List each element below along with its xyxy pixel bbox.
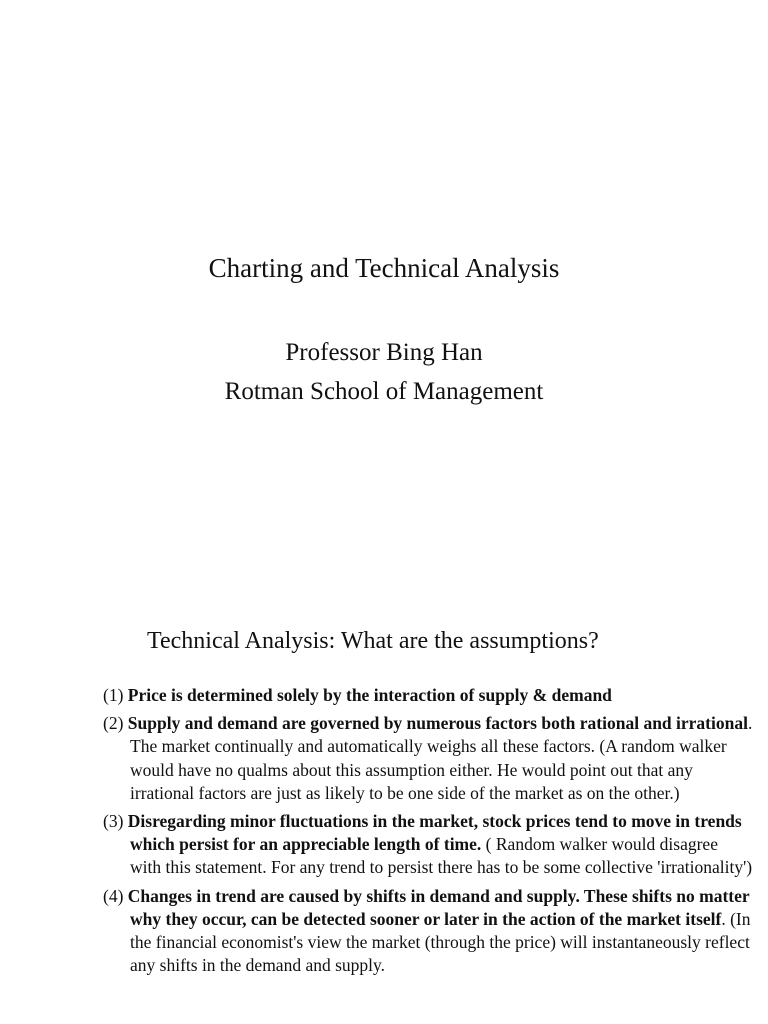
list-item [103,712,753,805]
assumptions-list [103,684,753,982]
item-text: . (In the financial economist's view the market (through the price) will instantaneously reflect any shifts in the demand and supply. [130,908,751,976]
author-affiliation: Rotman School of Management [224,378,544,405]
author-name: Professor Bing Han [285,339,483,366]
item-text: . The market continually and automatically weighs all these factors. (A random walker would have no qualms about this assumption either. He would point out that any irrational factors are just as likely to be one side of the market as on the other.) [130,713,753,803]
slide-title: Charting and Technical Analysis [208,253,560,283]
item-number: (4) [103,885,124,906]
list-item [103,684,753,707]
author-block [0,333,768,411]
item-bold-text: Price is determined solely by the interaction of supply & demand [127,685,612,705]
item-number: (2) [103,713,124,734]
item-bold-text: Changes in trend are caused by shifts in demand and supply. These shifts no matter why they occur, can be detected sooner or later in the action of the market itself [127,885,750,929]
item-text: ( Random walker would disagree with this statement. For any trend to persist there has to be some collective 'irrationality') [130,834,753,878]
item-number: (3) [103,811,124,832]
item-number: (1) [103,685,124,705]
list-item [103,810,753,880]
section-title: Technical Analysis: What are the assumptions? [147,628,599,654]
list-item [103,885,753,978]
item-bold-text: Supply and demand are governed by numerous factors both rational and irrational [127,713,748,734]
item-bold-text: Disregarding minor fluctuations in the market, stock prices tend to move in trends which persist for an appreciable length of time. [127,811,742,855]
